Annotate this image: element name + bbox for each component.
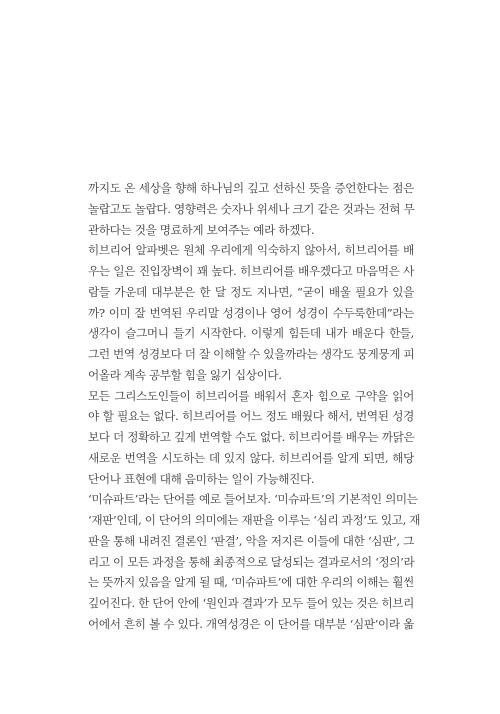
text-line: ‘재판’인데, 이 단어의 의미에는 재판을 이루는 ‘심리 과정’도 있고, 재 bbox=[88, 513, 421, 527]
text-line: 까지도 온 세상을 향해 하나님의 깊고 선하신 뜻을 증언한다는 점은 bbox=[88, 181, 414, 195]
text-line: 그런 번역 성경보다 더 잘 이해할 수 있을까라는 생각도 뭉게뭉게 피 bbox=[88, 347, 415, 361]
text-line: 우는 일은 진입장벽이 꽤 높다. 히브리어를 배우겠다고 마음먹은 사 bbox=[88, 264, 414, 278]
text-line: 모든 그리스도인들이 히브리어를 배워서 혼자 힘으로 구약을 읽어 bbox=[88, 388, 414, 403]
text-line: 보다 더 정확하고 깊게 번역할 수도 없다. 히브리어를 배우는 까닭은 bbox=[88, 430, 415, 444]
text-line: 어올라 계속 공부할 힘을 잃기 십상이다. bbox=[88, 367, 282, 382]
text-line: 놀랍고도 놀랍다. 영향력은 숫자나 위세나 크기 같은 것과는 전혀 무 bbox=[88, 201, 415, 216]
text-line: 깊어진다. 한 단어 안에 ‘원인과 결과’가 모두 들어 있는 것은 히브리 bbox=[88, 596, 414, 610]
text-line: 새로운 번역을 시도하는 데 있지 않다. 히브리어를 알게 되면, 해당 bbox=[88, 450, 414, 465]
text-line: 는 뜻까지 있음을 알게 될 때, ‘미슈파트’에 대한 우리의 이해는 훨씬 bbox=[88, 575, 414, 590]
text-line: 람들 가운데 대부분은 한 달 정도 지나면, “굳이 배울 필요가 있을 bbox=[88, 284, 414, 299]
text-line: 리고 이 모든 과정을 통해 최종적으로 달성되는 결과로서의 ‘정의’라 bbox=[88, 554, 415, 569]
text-line: 어에서 흔히 볼 수 있다. 개역성경은 이 단어를 대부분 ‘심판’이라 옮 bbox=[88, 616, 414, 631]
text-line: 히브리어 알파벳은 원체 우리에게 익숙하지 않아서, 히브리어를 배 bbox=[88, 243, 414, 258]
text-line: 생각이 슬그머니 들기 시작한다. 이렇게 힘든데 내가 배운다 한들, bbox=[88, 326, 414, 341]
text-line: 판을 통해 내려진 결론인 ‘판결’, 악을 저지른 이들에 대한 ‘심판’, 그 bbox=[88, 533, 414, 548]
text-line: 까? 이미 잘 번역된 우리말 성경이나 영어 성경이 수두룩한데”라는 bbox=[88, 305, 414, 320]
text-line: 단어나 표현에 대해 음미하는 일이 가능해진다. bbox=[88, 471, 315, 486]
text-line: ‘미슈파트’라는 단어를 예로 들어보자. ‘미슈파트’의 기본적인 의미는 bbox=[88, 492, 418, 507]
text-line: 관하다는 것을 명료하게 보여주는 예라 하겠다. bbox=[88, 222, 315, 237]
text-line: 야 할 필요는 없다. 히브리어를 어느 정도 배웠다 해서, 번역된 성경 bbox=[88, 409, 414, 424]
body-text bbox=[88, 178, 421, 635]
